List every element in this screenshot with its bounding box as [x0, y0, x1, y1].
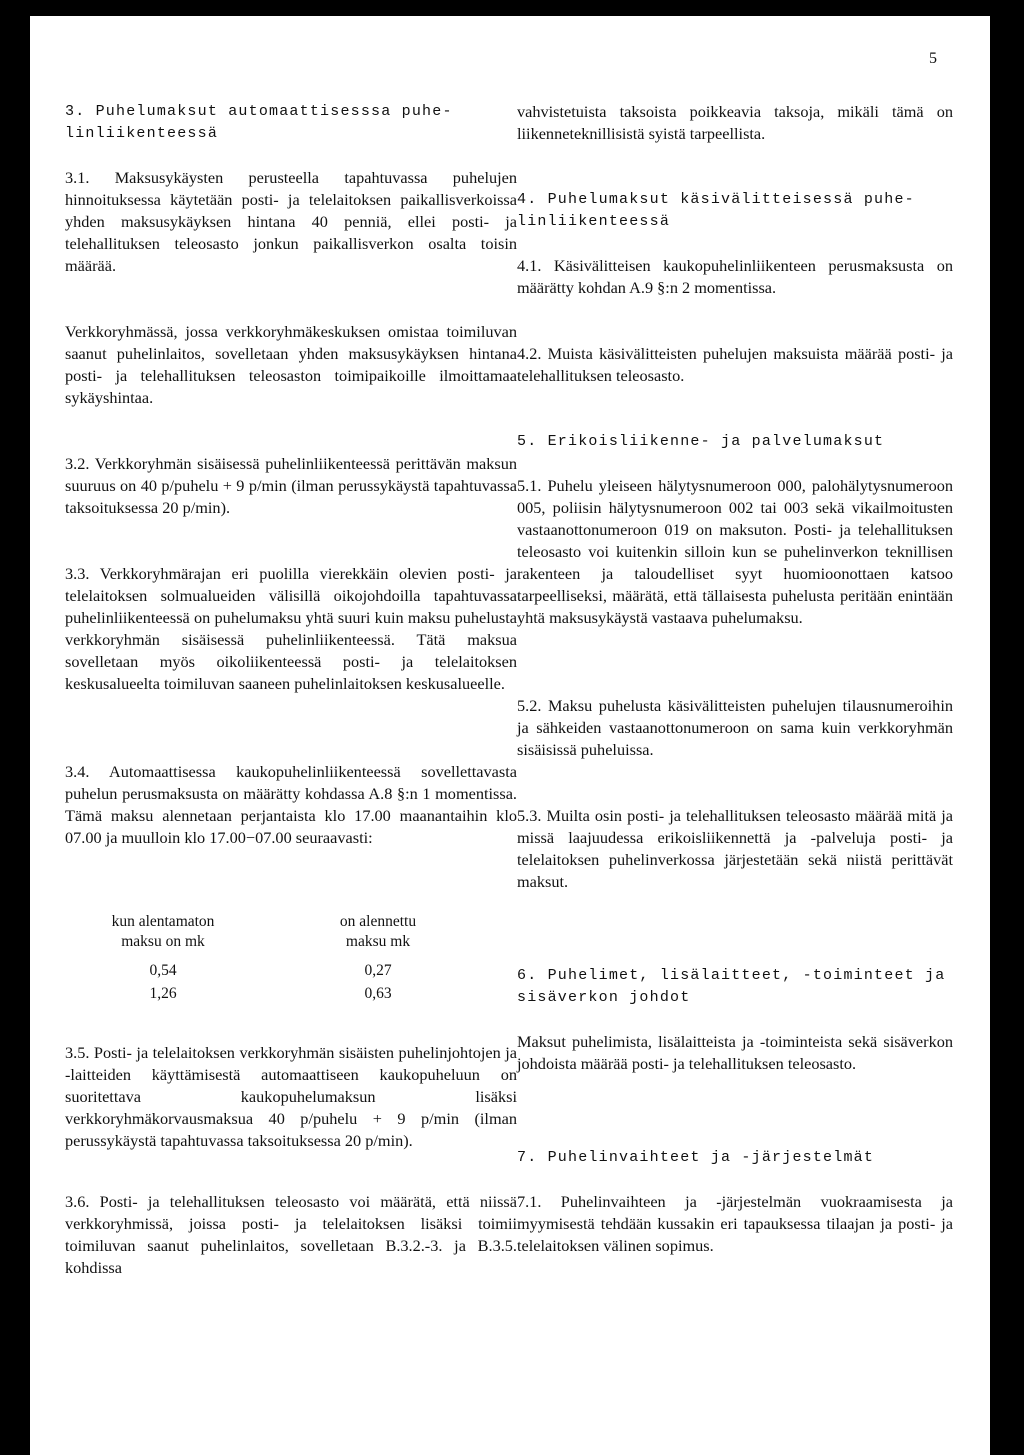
- section-heading-5: 5. Erikoisliikenne- ja palvelumaksut: [517, 433, 885, 450]
- paragraph-3-6-cont: vahvistetuista taksoista poikkeavia taksoja, mikäli tämä on liikenneteknillisistä syistä tarpeellista.: [517, 102, 953, 143]
- paragraph-5-3: 5.3. Muilta osin posti- ja telehallituksen teleosasto määrää mitä ja missä laajuudessa erikoisliikennettä ja -palveluja posti- ja telelaitoksen puhelinverkossa järjestetään sekä niistä perittävät maksut.: [517, 806, 953, 891]
- table-cell: 0,54: [149, 962, 177, 979]
- table-cell: 0,27: [364, 962, 392, 979]
- document-page: [30, 16, 990, 1455]
- paragraph-3-1: 3.1. Maksusykäysten perusteella tapahtuvassa puhelujen hinnoituksessa käytetään posti- ja telelaitoksen paikallisverkoissa yhden maksusykäyksen hintana 40 penniä, ellei posti- ja telehallituksen teleosasto jonkun paikallisverkon osalta toisin määrää.: [65, 168, 517, 275]
- section-heading-6: 6. Puhelimet, lisälaitteet, -toiminteet ja sisäverkon johdot: [517, 967, 946, 1006]
- paragraph-3-5: 3.5. Posti- ja telelaitoksen verkkoryhmän sisäisten puhelinjohtojen ja -laitteiden käyttämisestä automaattiseen kaukopuheluun on suoritettava kaukopuhelumaksun lisäksi verkkoryhmäkorvausmaksua 40 p/puhelu + 9 p/min (ilman perussykäystä tapahtuvassa taksoituksessa 20 p/min).: [65, 1043, 517, 1150]
- paragraph-3-3: 3.3. Verkkoryhmärajan eri puolilla vierekkäin olevien posti- ja telelaitoksen solmualueiden välisillä oikojohdoilla tapahtuvassa puhelinliikenteessä on puhelumaksu yhtä suuri kuin maksu puhelusta verkkoryhmän sisäisessä puhelinliikenteessä. Tätä maksua sovelletaan myös oikoliikenteessä posti- ja telelaitoksen keskusalueelta toimiluvan saaneen puhelinlaitoksen keskusalueelle.: [65, 564, 517, 693]
- paragraph-3-1-cont: Verkkoryhmässä, jossa verkkoryhmäkeskuksen omistaa toimiluvan saanut puhelinlaitos, sovelletaan yhden maksusykäyksen hintana posti- ja telehallituksen teleosaston toimipaikoille ilmoittamaa sykäyshintaa.: [65, 322, 517, 407]
- paragraph-3-2: 3.2. Verkkoryhmän sisäisessä puhelinliikenteessä perittävän maksun suuruus on 40 p/puhelu + 9 p/min (ilman perussykäystä tapahtuvassa taksoituksessa 20 p/min).: [65, 454, 517, 517]
- page-number: 5: [929, 50, 937, 67]
- section-heading-7: 7. Puhelinvaihteet ja -järjestelmät: [517, 1149, 875, 1166]
- section-heading-3: 3. Puhelumaksut automaattisesssa puhe- linliikenteessä: [65, 103, 453, 142]
- table-header-col1-line2: maksu on mk: [121, 933, 205, 950]
- paragraph-5-2: 5.2. Maksu puhelusta käsivälitteisten puhelujen tilausnumeroihin ja sähkeiden vastaanottonumeroon on sama kuin verkkoryhmän sisäisissä puheluissa.: [517, 696, 953, 759]
- paragraph-3-6: 3.6. Posti- ja telehallituksen teleosasto voi määrätä, että niissä verkkoryhmissä, joissa posti- ja telelaitoksen lisäksi toimii toimiluvan saanut puhelinlaitos, sovelletaan B.3.2.-3. ja B.3.5. kohdissa: [65, 1192, 517, 1277]
- paragraph-6: Maksut puhelimista, lisälaitteista ja -toiminteista sekä sisäverkon johdoista määrää posti- ja telehallituksen teleosasto.: [517, 1032, 953, 1073]
- paragraph-5-1: 5.1. Puhelu yleiseen hälytysnumeroon 000, palohälytysnumeroon 005, poliisin hälytysnumeroon 002 tai 003 sekä vikailmoitusten vastaanottonumeroon 019 on maksuton. Posti- ja telehallituksen teleosasto voi kuitenkin silloin kun se puhelinverkon teknillisen rakenteen ja taloudelliset syyt huomioonottaen katsoo tarpeelliseksi, määrätä, että tällaisesta puhelusta peritään enintään yhtä maksusykäystä vastaava puhelumaksu.: [517, 476, 953, 627]
- section-heading-4: 4. Puhelumaksut käsivälitteisessä puhe- linliikenteessä: [517, 191, 915, 230]
- paragraph-3-4: 3.4. Automaattisessa kaukopuhelinliikenteessä sovellettavasta puhelun perusmaksusta on määrätty kohdassa A.8 §:n 1 momentissa. Tämä maksu alennetaan perjantaista klo 17.00 maanantaihin klo 07.00 ja muulloin klo 17.00−07.00 seuraavasti:: [65, 762, 517, 847]
- table-header-col2-line2: maksu mk: [345, 933, 411, 950]
- paragraph-4-2: 4.2. Muista käsivälitteisten puhelujen maksuista määrää posti- ja telehallituksen teleosasto.: [517, 344, 953, 385]
- table-cell: 1,26: [149, 985, 177, 1002]
- table-cell: 0,63: [364, 985, 392, 1002]
- paragraph-7-1: 7.1. Puhelinvaihteen ja -järjestelmän vuokraamisesta ja myymisestä tehdään kussakin eri tapauksessa tilaajan ja posti- ja telelaitoksen välinen sopimus.: [517, 1192, 953, 1255]
- table-header-col1-line1: kun alentamaton: [111, 913, 215, 930]
- paragraph-4-1: 4.1. Käsivälitteisen kaukopuhelinliikenteen perusmaksusta on määrätty kohdan A.9 §:n 2 momentissa.: [517, 256, 953, 297]
- table-header-col2-line1: on alennettu: [339, 913, 417, 930]
